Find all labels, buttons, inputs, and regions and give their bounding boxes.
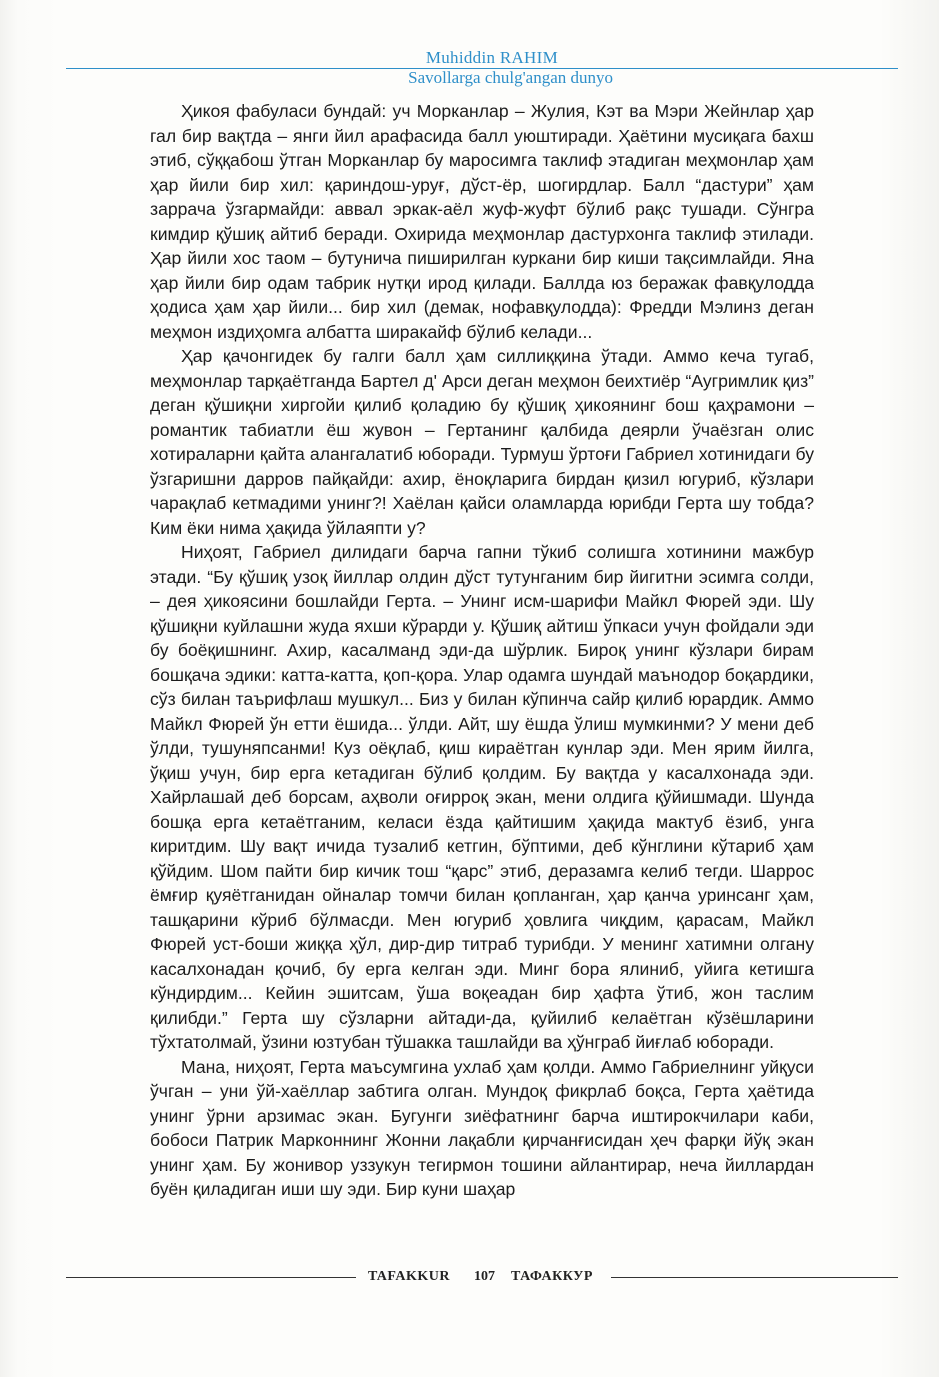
header-author: Muhiddin RAHIM (425, 48, 558, 67)
page-number: 107 (474, 1269, 495, 1284)
footer-journal-cyrillic: ТАФАККУР (511, 1269, 593, 1284)
paragraph: Мана, ниҳоят, Герта маъсумгина ухлаб ҳам қолди. Аммо Габриелнинг уйқуси ўчган – уни ўй-хаёллар забтига олган. Мундоқ фикрлаб боқса, Герта ҳаётида унинг ўрни арзимас экан. Бугунги зиёфатнинг барча иштирокчилари каби, бобоси Патрик Марконнинг Жонни лақабли қирчанғисидан ҳеч фарқи йўқ экан унинг ҳам. Бу жонивор уззукун тегирмон тошини айлантирар, неча йиллардан буён қиладиган иши шу эди. Бир куни шаҳар (150, 1056, 814, 1199)
article-body (150, 99, 814, 1202)
paragraph: Ҳикоя фабуласи бундай: уч Морканлар – Жулия, Кэт ва Мэри Жейнлар ҳар гал бир вақтда – янги йил арафасида балл уюштиради. Ҳаётини мусиқага бахш этиб, сўққабош ўтган Морканлар бу маросимга таклиф этадиган меҳмонлар ҳам ҳар йили бир хил: қариндош-уруғ, дўст-ёр, шогирдлар. Балл “дастури” ҳам заррача ўзгармайди: аввал эркак-аёл жуф-жуфт бўлиб рақс тушади. Сўнгра кимдир қўшиқ айтиб беради. Охирида меҳмонлар дастурхонга таклиф этилади. Ҳар йили хос таом – бутунича пиширилган куркани бир киши тақсимлайди. Яна ҳар йили бир одам табрик нутқи ирод қилади. Баллда юз беражак фавқулодда ҳодиса ҳам ҳар йили... бир хил (демак, нофавқулодда): Фредди Мэлинз деган меҳмон издиҳомга албатта ширакайф бўлиб келади... (150, 101, 814, 342)
paragraph: Ҳар қачонгидек бу галги балл ҳам силлиққина ўтади. Аммо кеча тугаб, меҳмонлар тарқаётганда Бартел д' Арси деган меҳмон беихтиёр “Аугримлик қиз” деган қўшиқни хиргойи қилиб қоладию бу қўшиқ ҳикоянинг бош қаҳрамони – романтик табиатли ёш жувон – Гертанинг қалбида деярли ўчаёзган олис хотираларни қайта алангалатиб юборади. Турмуш ўртоғи Габриел хотинидаги бу ўзгаришни дарров пайқайди: ахир, ёноқларига бирдан қизил югуриб, кўзлари чарақлаб кетмадими унинг?! Хаёлан қайси оламларда юрибди Герта шу тобда? Ким ёки нима ҳақида ўйлаяпти у? (150, 346, 814, 538)
page-footer (66, 1269, 898, 1289)
footer-journal-latin: TAFAKKUR (368, 1269, 451, 1284)
paragraph: Ниҳоят, Габриел дилидаги барча гапни тўкиб солишга хотинини мажбур этади. “Бу қўшиқ узоқ йиллар олдин дўст тутунганим бир йигитни эсимга солди, – дея ҳикоясини бошлайди Герта. – Унинг исм-шарифи Майкл Фюрей эди. Шу қўшиқни куйлашни жуда яхши кўрарди у. Қўшиқ айтиш ўпкаси учун фойдали эди бу боёқишнинг. Ахир, касалманд эди-да шўрлик. Бироқ унинг кўзлари бирам бошқача эдики: катта-катта, қоп-қора. Улар одамга шундай маънодор боқардики, сўз билан таърифлаш мушкул... Биз у билан кўпинча сайр қилиб юрардик. Аммо Майкл Фюрей ўн етти ёшида... ўлди. Айт, шу ёшда ўлиш мумкинми? У мени деб ўлди, тушуняпсанми! Куз оёқлаб, қиш кираётган кунлар эди. Мен ярим йилга, ўқиш учун, бир ерга кетадиган бўлиб қолдим. Бу вақтда у касалхонада эди. Хайрлашай деб борсам, аҳволи оғирроқ экан, мени олдига қўйишмади. Шунда бошқа ерга кетаётганим, келаси ёзда қайтишим ҳақида мактуб ёзиб, унга киритдим. Шу вақт ичида тузалиб кетгин, бўптими, деб кўнглини кўтариб ҳам қўйдим. Шом пайти бир кичик тош “қарс” этиб, деразамга келиб тегди. Шаррос ёмғир қуяётганидан ойналар томчи билан қопланган, ҳар қанча уринсанг ҳам, ташқарини кўриб бўлмасди. Мен югуриб ҳовлига чиқдим, қарасам, Майкл Фюрей уст-боши жиққа ҳўл, дир-дир титраб турибди. У менинг хатимни олгану касалхонадан қочиб, бу ерга келган эди. Минг бора ялиниб, уйига кетишга кўндирдим... Кейин эшитсам, ўша воқеадан бир ҳафта ўтиб, жон таслим қилибди.” Герта шу сўзларни айтади-да, қуйилиб келаётган кўзёшларини тўхтатолмай, ўзини юзтубан тўшакка ташлайди ва ҳўнграб йиғлаб юборади. (150, 542, 814, 1052)
footer-rule-right (611, 1277, 898, 1278)
footer-rule-left (66, 1277, 356, 1278)
header-subtitle: Savollarga chulg'angan dunyo (408, 68, 613, 87)
